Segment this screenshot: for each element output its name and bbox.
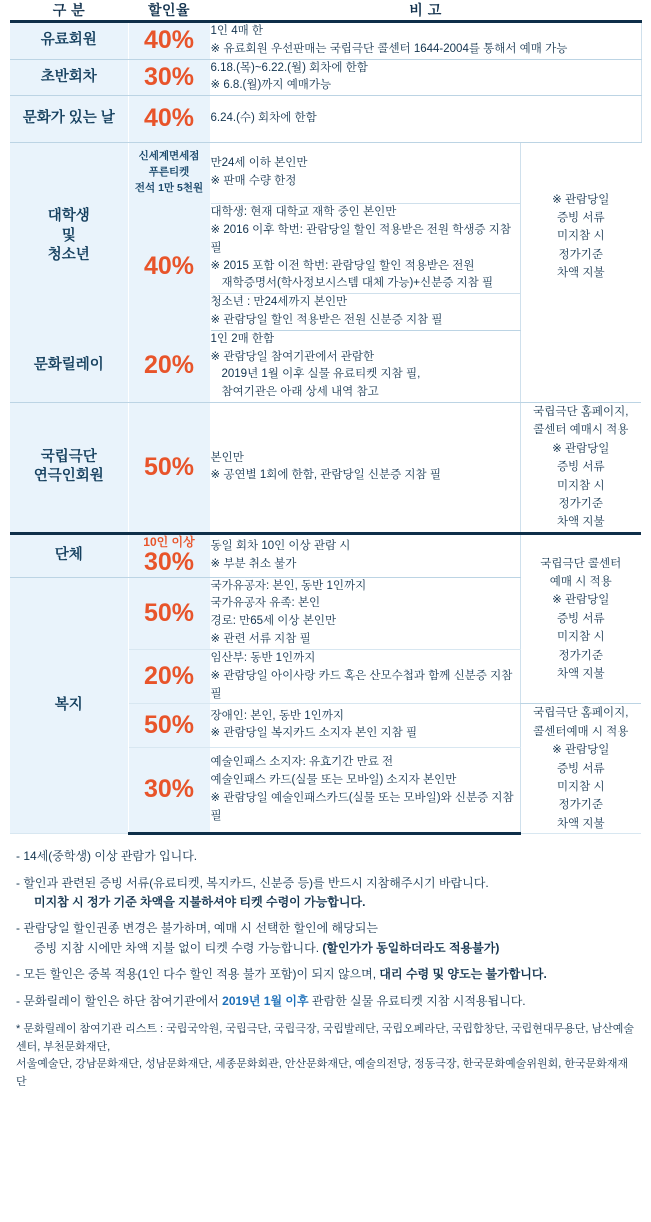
- note-line: 국가유공자 유족: 본인: [210, 597, 321, 610]
- note-line: ※ 유료회원 우선판매는 국립극단 콜센터 1644-2004를 통해서 예매 가능: [210, 42, 568, 55]
- note-line: 장애인: 본인, 동반 1인까지: [210, 709, 344, 722]
- note-line: 1인 4매 한: [210, 25, 264, 37]
- row-category-line: 대학생: [47, 208, 90, 225]
- note-line: 대학생: 현재 대학교 재학 중인 본인만: [210, 206, 397, 219]
- footnote-item: - 문화릴레이 할인은 하단 참여기관에서 2019년 1월 이후 관람한 실물 유료티켓 지참 시적용됩니다.: [16, 993, 526, 1008]
- note-line: ※ 2016 이후 학번: 관람당일 할인 적용받은 전원 학생증 지참 필: [210, 223, 511, 254]
- note-line: 동일 회차 10인 이상 관람 시: [210, 539, 351, 552]
- right-line: 차액 지불: [556, 516, 605, 529]
- right-line: 미지참 시: [556, 479, 605, 492]
- right-line: ※ 관람당일: [552, 594, 610, 607]
- row-category-line: 및: [61, 227, 76, 244]
- row-rate-tag: [128, 143, 210, 204]
- right-line: 콜센터예매 시 적용: [533, 725, 629, 738]
- right-line: 차액 지불: [556, 267, 605, 280]
- footnote-text: 관람당일 할인권종 변경은 불가하며, 예매 시 선택한 할인에 해당되는: [23, 921, 378, 936]
- rate-value: 30%: [143, 548, 195, 577]
- row-category-line: 국립극단: [40, 448, 97, 465]
- footnote-item: - 관람당일 할인권종 변경은 불가하며, 예매 시 선택한 할인에 해당되는 증빙 지참 시에만 차액 지불 없이 티켓 수령 가능합니다. (할인가가 동일하더라도 적용불가): [16, 919, 637, 958]
- row-right-note: [520, 403, 641, 534]
- row-category: 복지: [10, 577, 128, 833]
- right-line: 차액 지불: [556, 817, 605, 830]
- row-rate: [128, 533, 210, 577]
- footnote-text: 14세(중학생) 이상 관람가 입니다.: [23, 849, 198, 864]
- row-rate: 30%: [128, 59, 210, 96]
- star-note: [16, 1021, 637, 1091]
- footnote-text: 할인과 관련된 증빙 서류(유료티켓, 복지카드, 신분증 등)를 반드시 지참해주시기 바랍니다.: [23, 875, 489, 890]
- row-rate: 20%: [128, 330, 210, 402]
- note-line: 국가유공자: 본인, 동반 1인까지: [210, 579, 367, 592]
- right-line: 예매 시 적용: [549, 576, 612, 589]
- table-row: [10, 59, 641, 96]
- row-right-note: [520, 533, 641, 704]
- footnote-bold-tail: 대리 수령 및 양도는 불가합니다.: [379, 967, 547, 982]
- row-category: [10, 143, 128, 331]
- right-line: ※ 관람당일: [552, 744, 610, 757]
- right-line: 정가기준: [558, 799, 603, 812]
- note-line: ※ 관람당일 아이사랑 카드 혹은 산모수첩과 함께 신분증 지참 필: [210, 669, 513, 700]
- row-category-line: 연극인회원: [33, 468, 104, 485]
- right-line: 콜센터 예매시 적용: [533, 424, 629, 437]
- note-line: 2019년 1월 이후 실물 유료티켓 지참 필,: [221, 368, 421, 381]
- header-note: 비 고: [409, 2, 442, 18]
- row-note: [210, 294, 520, 331]
- row-category: 초반회차: [10, 59, 128, 96]
- table-row: [10, 533, 641, 577]
- table-row: [10, 143, 641, 204]
- note-line: ※ 관람당일 할인 적용받은 전원 신분증 지참 필: [210, 313, 443, 326]
- right-line: 증빙 서류: [556, 212, 605, 225]
- note-line: ※ 6.8.(월)까지 예매가능: [210, 79, 332, 92]
- row-category: 문화릴레이: [10, 330, 128, 402]
- row-category: [10, 403, 128, 534]
- table-row: [10, 403, 641, 534]
- right-line: 증빙 서류: [556, 461, 605, 474]
- rate-tag-line: 전석 1만 5천원: [134, 182, 204, 195]
- note-line: ※ 부분 취소 불가: [210, 557, 297, 570]
- right-line: 정가기준: [558, 649, 603, 662]
- row-note: [210, 577, 520, 649]
- row-note: [210, 96, 641, 143]
- row-rate: 30%: [128, 747, 210, 834]
- footnote-item: - 14세(중학생) 이상 관람가 입니다.: [16, 849, 198, 864]
- row-note: [210, 704, 520, 747]
- right-line: 정가기준: [558, 248, 603, 261]
- header-category: 구 분: [52, 2, 86, 18]
- footnote-text: 모든 할인은 중복 적용(1인 다수 할인 적용 불가 포함)이 되지 않으며,: [23, 967, 380, 982]
- rate-tag: 10인 이상: [143, 534, 195, 549]
- right-line: 증빙 서류: [556, 612, 605, 625]
- row-category-line: 청소년: [47, 247, 90, 264]
- row-category: 유료회원: [10, 22, 128, 60]
- row-note: [210, 533, 520, 577]
- footnote-subtext: 미지참 시 정가 기준 차액을 지불하셔야 티켓 수령이 가능합니다.: [34, 894, 366, 909]
- note-line: ※ 관련 서류 지참 필: [210, 633, 311, 646]
- right-line: 국립극단 홈페이지,: [533, 406, 629, 419]
- rate-tag-line: 신세계면세점: [138, 150, 200, 163]
- row-note: [210, 403, 520, 534]
- row-note: [210, 59, 641, 96]
- row-rate: 50%: [128, 577, 210, 649]
- footnote-item: - 모든 할인은 중복 적용(1인 다수 할인 적용 불가 포함)이 되지 않으며, 대리 수령 및 양도는 불가합니다.: [16, 967, 547, 982]
- right-line: 미지참 시: [556, 230, 605, 243]
- note-line: ※ 2015 포함 이전 학번: 관람당일 할인 적용받은 전원: [210, 259, 475, 272]
- footnote-highlight: 2019년 1월 이후: [222, 993, 309, 1008]
- note-line: 청소년 : 만24세까지 본인만: [210, 296, 348, 309]
- row-note: [210, 143, 520, 204]
- row-right-note: [520, 330, 641, 402]
- star-note-line: * 문화릴레이 참여기관 리스트 : 국립국악원, 국립극단, 국립극장, 국립발레단, 국립오페라단, 국립합창단, 국립현대무용단, 남산예술센터, 부천문화재단,: [16, 1023, 634, 1053]
- row-rate: 20%: [128, 649, 210, 703]
- table-header-row: [10, 0, 641, 22]
- note-line: 6.18.(목)~6.22.(월) 회차에 한함: [210, 61, 368, 74]
- note-line: ※ 공연별 1회에 한함, 관람당일 신분증 지참 필: [210, 469, 441, 482]
- right-line: 증빙 서류: [556, 762, 605, 775]
- row-rate: 50%: [128, 403, 210, 534]
- row-right-note: [520, 143, 641, 331]
- footnote-text: 관람한 실물 유료티켓 지참 시적용됩니다.: [308, 993, 526, 1008]
- star-note-line: 서울예술단, 강남문화재단, 성남문화재단, 세종문화회관, 안산문화재단, 예술의전당, 정동극장, 한국문화예술위원회, 한국문화재재단: [16, 1058, 629, 1088]
- row-category: 문화가 있는 날: [10, 96, 128, 143]
- footnote-bold-tail: (할인가가 동일하더라도 적용불가): [322, 940, 500, 955]
- row-category: 단체: [10, 533, 128, 577]
- note-line: 참여기관은 아래 상세 내역 참고: [221, 386, 379, 399]
- right-line: 국립극단 홈페이지,: [533, 707, 629, 720]
- table-row: [10, 330, 641, 402]
- right-line: 정가기준: [558, 497, 603, 510]
- note-line: 만24세 이하 본인만: [210, 157, 308, 170]
- footnote-text: 문화릴레이 할인은 하단 참여기관에서: [23, 993, 223, 1008]
- row-rate: 40%: [128, 96, 210, 143]
- row-rate: 50%: [128, 704, 210, 747]
- row-rate: 40%: [128, 22, 210, 60]
- table-row: [10, 96, 641, 143]
- footnote-subtext: [25, 939, 637, 958]
- row-right-note: [520, 704, 641, 834]
- footnote-subtext-plain: 증빙 지참 시에만 차액 지불 없이 티켓 수령 가능합니다.: [34, 940, 323, 955]
- right-line: ※ 관람당일: [552, 442, 610, 455]
- note-line: ※ 판매 수량 한정: [210, 175, 297, 188]
- note-line: 재학증명서(학사정보시스템 대체 가능)+신분증 지참 필: [221, 277, 494, 290]
- right-line: 국립극단 콜센터: [540, 557, 622, 570]
- row-note: [210, 747, 520, 834]
- right-line: 미지참 시: [556, 631, 605, 644]
- row-rate: 40%: [128, 204, 210, 331]
- note-line: ※ 관람당일 참여기관에서 관람한: [210, 350, 375, 363]
- note-line: 6.24.(수) 회차에 한함: [210, 112, 317, 125]
- note-line: 예술인패스 소지자: 유효기간 만료 전: [210, 756, 394, 769]
- row-note: [210, 649, 520, 703]
- row-note: [210, 204, 520, 294]
- rate-tag-line: 푸른티켓: [148, 166, 190, 179]
- right-line: ※ 관람당일: [552, 193, 610, 206]
- row-note: [210, 330, 520, 402]
- right-line: 차액 지불: [556, 668, 605, 681]
- note-line: 1인 2매 한함: [210, 332, 275, 345]
- footnote-item: - 할인과 관련된 증빙 서류(유료티켓, 복지카드, 신분증 등)를 반드시 지참해주시기 바랍니다. 미지참 시 정가 기준 차액을 지불하셔야 티켓 수령이 가능합니다.: [16, 875, 489, 909]
- right-line: 미지참 시: [556, 780, 605, 793]
- note-line: 임산부: 동반 1인까지: [210, 651, 316, 664]
- footnotes: [16, 847, 637, 1011]
- note-line: 예술인패스 카드(실물 또는 모바일) 소지자 본인만: [210, 774, 457, 786]
- note-line: ※ 관람당일 복지카드 소지자 본인 지참 필: [210, 727, 418, 740]
- row-note: [210, 22, 641, 60]
- note-line: ※ 관람당일 예술인패스카드(실물 또는 모바일)와 신분증 지참 필: [210, 791, 514, 822]
- discount-table: [10, 0, 642, 835]
- header-rate: 할인율: [147, 2, 191, 18]
- note-line: 본인만: [210, 451, 244, 464]
- table-row: [10, 22, 641, 60]
- note-line: 경로: 만65세 이상 본인만: [210, 615, 337, 628]
